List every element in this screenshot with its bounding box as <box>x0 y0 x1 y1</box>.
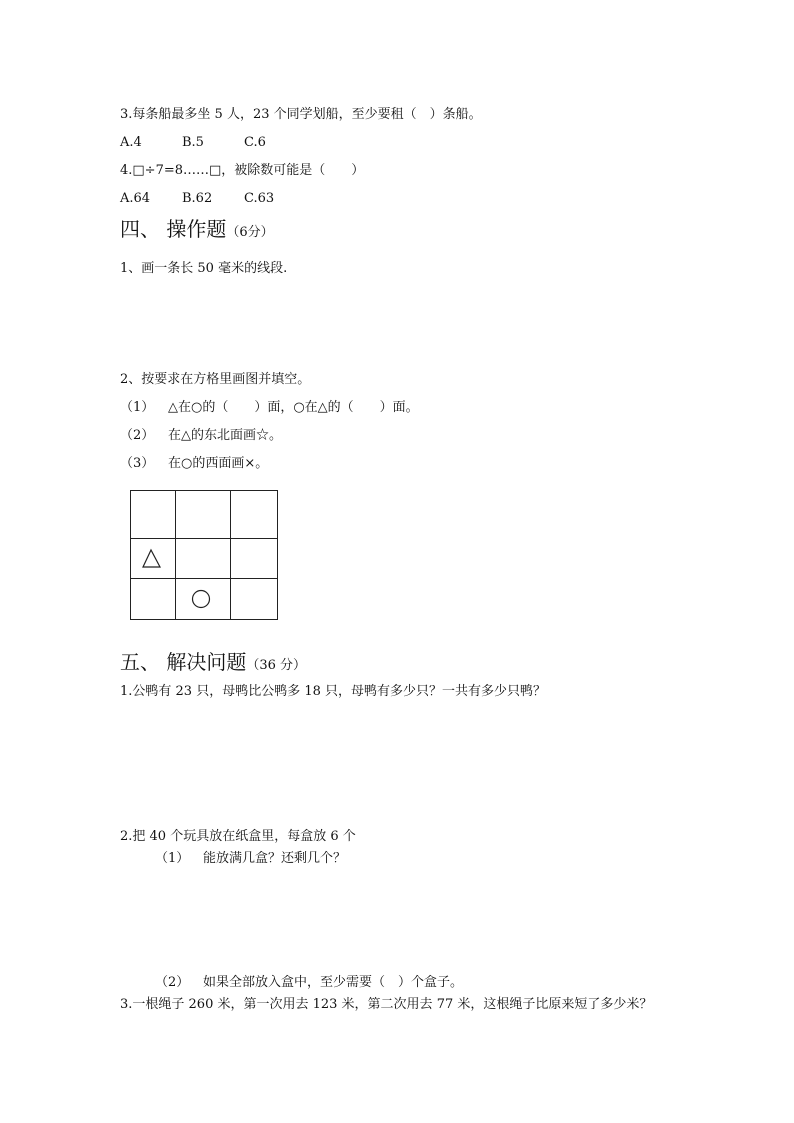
grid-border <box>131 491 278 620</box>
option-b[interactable]: B.62 <box>182 191 213 206</box>
section-5-question-1: 1.公鸭有 23 只，母鸭比公鸭多 18 只，母鸭有多少只？一共有多少只鸭？ <box>120 684 547 699</box>
sub-label: （1） <box>120 400 155 415</box>
question-4: 4.□÷7=8……□，被除数可能是（ ） <box>120 163 365 178</box>
section-4-score: （6分） <box>226 225 274 240</box>
sub-text: 能放满几盒？还剩几个？ <box>203 851 347 866</box>
question-3-options <box>120 135 306 151</box>
drawing-grid[interactable] <box>130 490 278 620</box>
triangle-icon <box>143 550 160 567</box>
option-b[interactable]: B.5 <box>182 135 204 150</box>
section-5-heading <box>120 650 306 678</box>
sub-text: △在○的（ ）面，○在△的（ ）面。 <box>168 400 419 415</box>
question-3: 3.每条船最多坐 5 人，23 个同学划船，至少要租（ ）条船。 <box>120 107 482 122</box>
question-4-options <box>120 191 306 207</box>
section-4-question-1: 1、画一条长 50 毫米的线段. <box>120 261 288 276</box>
circle-icon <box>193 591 210 608</box>
section-5-question-3: 3.一根绳子 260 米，第一次用去 123 米，第二次用去 77 米，这根绳子比原来短了多少米？ <box>120 997 653 1012</box>
section-5-question-2-sub-1 <box>155 851 346 867</box>
sub-question-3 <box>120 456 268 472</box>
sub-label: （2） <box>155 975 190 990</box>
section-4-question-2: 2、按要求在方格里画图并填空。 <box>120 372 311 387</box>
sub-question-2 <box>120 428 282 444</box>
section-5-question-2: 2.把 40 个玩具放在纸盒里，每盒放 6 个 <box>120 829 356 844</box>
sub-question-1 <box>120 400 419 416</box>
sub-text: 在△的东北面画☆。 <box>168 428 282 443</box>
section-4-heading <box>120 217 274 245</box>
sub-label: （2） <box>120 428 155 443</box>
option-c[interactable]: C.63 <box>244 191 275 206</box>
section-5-question-2-sub-2 <box>155 975 463 991</box>
section-5-title: 五、 解决问题 <box>120 650 247 674</box>
option-c[interactable]: C.6 <box>244 135 266 150</box>
sub-label: （1） <box>155 851 190 866</box>
sub-text: 如果全部放入盒中，至少需要（ ）个盒子。 <box>203 975 464 990</box>
section-4-title: 四、 操作题 <box>120 217 227 241</box>
option-a[interactable]: A.64 <box>120 191 151 206</box>
section-5-score: （36 分） <box>246 658 307 673</box>
sub-text: 在○的西面画×。 <box>168 456 269 471</box>
sub-label: （3） <box>120 456 155 471</box>
option-a[interactable]: A.4 <box>120 135 142 150</box>
